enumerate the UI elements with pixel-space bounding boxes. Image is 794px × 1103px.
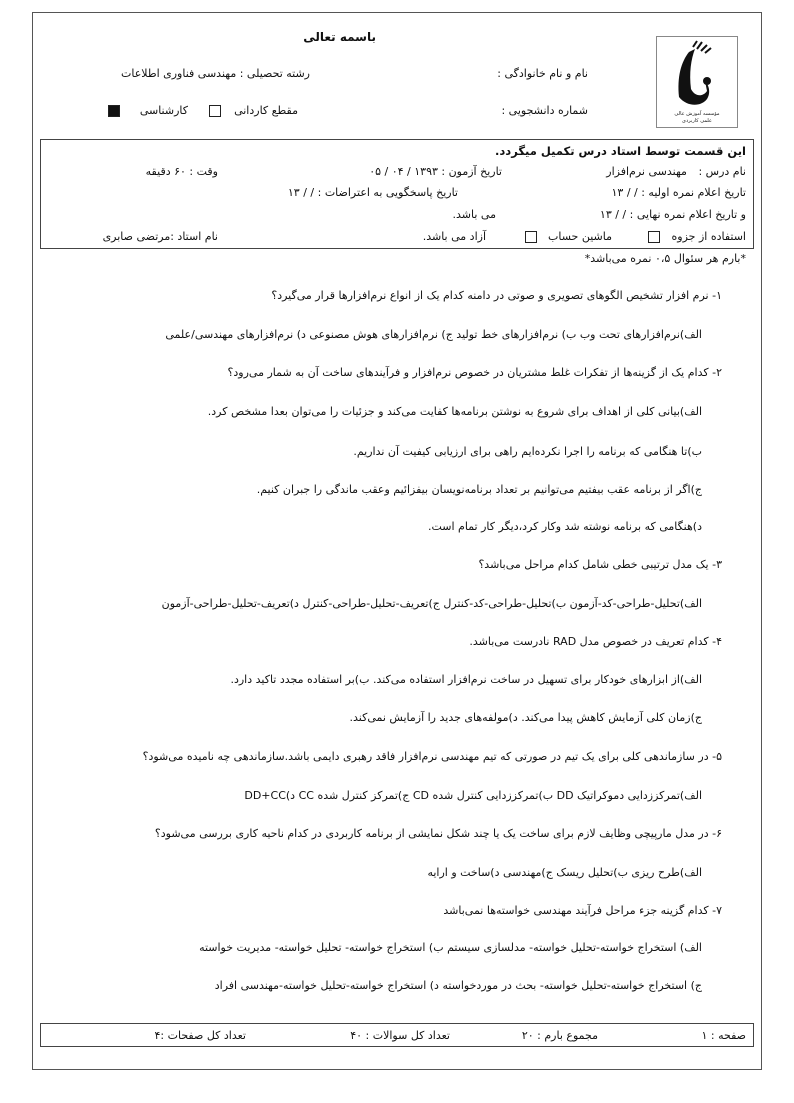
- objection-date: تاریخ پاسخگویی به اعتراضات : / / ۱۳: [287, 186, 458, 199]
- question-3: ۳- یک مدل ترتیبی خطی شامل کدام مراحل می‌باشد؟: [478, 558, 722, 571]
- total-pages: تعداد کل صفحات :۴: [154, 1029, 246, 1042]
- question-1-options: الف)نرم‌افزارهای تحت وب ب) نرم‌افزارهای خط تولید ج) نرم‌افزارهای هوش مصنوعی د) نرم‌افزارهای مهندسی/علمی: [165, 328, 702, 341]
- info-heading: این قسمت توسط استاد درس تکمیل میگردد.: [495, 144, 746, 158]
- svg-text:علمی کاربردی: علمی کاربردی: [682, 118, 712, 124]
- question-5-options: الف)تمرکززدایی دموکراتیک DD ب)تمرکززدایی کنترل شده CD ج)تمرکز کنترل شده CC د)DD+CC: [244, 789, 702, 802]
- degree-associate-option[interactable]: [209, 104, 298, 118]
- page-number: صفحه : ۱: [701, 1029, 746, 1042]
- question-2-option-b: ب)تا هنگامی که برنامه را اجرا نکرده‌ایم راهی برای ارزیابی کیفیت آن نداریم.: [353, 445, 702, 458]
- question-3-options: الف)تحلیل-طراحی-کد-آزمون ب)تحلیل-طراحی-کد-کنترل ج)تعریف-تحلیل-طراحی-کنترل د)تعریف-تحلیل-طراحی-آزمون: [161, 597, 702, 610]
- degree-bachelor-checkbox[interactable]: [108, 105, 120, 117]
- booklet-option[interactable]: استفاده از جزوه: [648, 230, 746, 244]
- total-score: مجموع بارم : ۲۰: [521, 1029, 598, 1042]
- final-grade-date: و تاریخ اعلام نمره نهایی : / / ۱۳: [599, 208, 746, 221]
- is-text: می باشد.: [452, 208, 496, 221]
- degree-bachelor-label: کارشناسی: [139, 104, 188, 117]
- question-6: ۶- در مدل مارپیچی وظایف لازم برای ساخت یک یا چند شکل نمایشی از برنامه کاربردی در کدام ناحیه کاری بررسی می‌شود؟: [154, 827, 722, 840]
- university-logo: [656, 36, 738, 128]
- question-4-options-ab: الف)از ابزارهای خودکار برای تسهیل در ساخت نرم‌افزار استفاده می‌کند. ب)بر استفاده مجدد تاکید دارد.: [230, 673, 702, 686]
- question-6-options: الف)طرح ریزی ب)تحلیل ریسک ج)مهندسی د)ساخت و ارایه: [427, 866, 702, 879]
- total-questions: تعداد کل سوالات : ۴۰: [350, 1029, 450, 1042]
- student-number-label: شماره دانشجویی :: [501, 104, 588, 117]
- calculator-option[interactable]: ماشین حساب: [525, 230, 612, 244]
- question-7-options-cd: ج) استخراج خواسته-تحلیل خواسته- بحث در موردخواسته د) استخراج خواسته-تحلیل خواسته-مهندسی افراد: [214, 979, 702, 992]
- initial-grade-date: تاریخ اعلام نمره اولیه : / / ۱۳: [611, 186, 746, 199]
- question-1: ۱- نرم افزار تشخیص الگوهای تصویری و صوتی در دامنه کدام یک از انواع نرم‌افزارها قرار می‌گیرد؟: [271, 289, 722, 302]
- degree-associate-checkbox[interactable]: [209, 105, 221, 117]
- question-4-options-cd: ج)زمان کلی آزمایش کاهش پیدا می‌کند. د)مولفه‌های جدید را آزمایش نمی‌کند.: [349, 711, 702, 724]
- page-title: باسمه تعالی: [303, 30, 376, 44]
- degree-bachelor-option[interactable]: [108, 104, 188, 118]
- question-4: ۴- کدام تعریف در خصوص مدل RAD نادرست می‌باشد.: [469, 635, 722, 648]
- field-label: رشته تحصیلی : مهندسی فناوری اطلاعات: [120, 67, 310, 80]
- question-7-options-ab: الف) استخراج خواسته-تحلیل خواسته- مدلسازی سیستم ب) استخراج خواسته- تحلیل خواسته- مدیریت خواسته: [199, 941, 702, 954]
- exam-time: وقت : ۶۰ دقیقه: [145, 165, 218, 178]
- question-2-option-a: الف)بیانی کلی از اهداف برای شروع به نوشتن برنامه‌ها کفایت می‌کند و جزئیات را می‌توان بعدا مشخص کرد.: [207, 405, 702, 418]
- question-2-option-d: د)هنگامی که برنامه نوشته شد وکار کرد،دیگر کار تمام است.: [427, 520, 702, 533]
- teacher-name: نام استاد :مرتضی صابری: [102, 230, 218, 243]
- score-note: *بارم هر سئوال ۰،۵ نمره می‌باشد*: [584, 252, 746, 265]
- question-2-option-c: ج)اگر از برنامه عقب بیفتیم می‌توانیم بر تعداد برنامه‌نویسان بیفزائیم وعقب ماندگی را جبران کنیم.: [256, 483, 702, 496]
- svg-text:مؤسسه آموزش عالی: مؤسسه آموزش عالی: [674, 111, 720, 117]
- course-name: نام درس : مهندسی نرم‌افزار: [606, 165, 746, 178]
- question-2: ۲- کدام یک از گزینه‌ها از تفکرات غلط مشتریان در خصوص نرم‌افزار و فرآیندهای ساخت آن به شمار می‌رود؟: [227, 366, 722, 379]
- question-5: ۵- در سازماندهی کلی برای یک تیم در صورتی که تیم مهندسی نرم‌افزار فاقد رهبری دایمی باشد.سازماندهی چه نامیده می‌شود؟: [142, 750, 722, 763]
- booklet-checkbox[interactable]: [648, 231, 660, 243]
- exam-date: تاریخ آزمون : ۱۳۹۳ / ۰۴ / ۰۵: [369, 165, 502, 178]
- is-free-text: آزاد می باشد.: [422, 230, 486, 243]
- calculator-checkbox[interactable]: [525, 231, 537, 243]
- name-label: نام و نام خانوادگی :: [497, 67, 588, 80]
- logo-emblem-icon: [657, 37, 737, 127]
- degree-associate-label: مقطع کاردانی: [234, 104, 298, 117]
- question-7: ۷- کدام گزینه جزء مراحل فرآیند مهندسی خواسته‌ها نمی‌باشد: [443, 904, 722, 917]
